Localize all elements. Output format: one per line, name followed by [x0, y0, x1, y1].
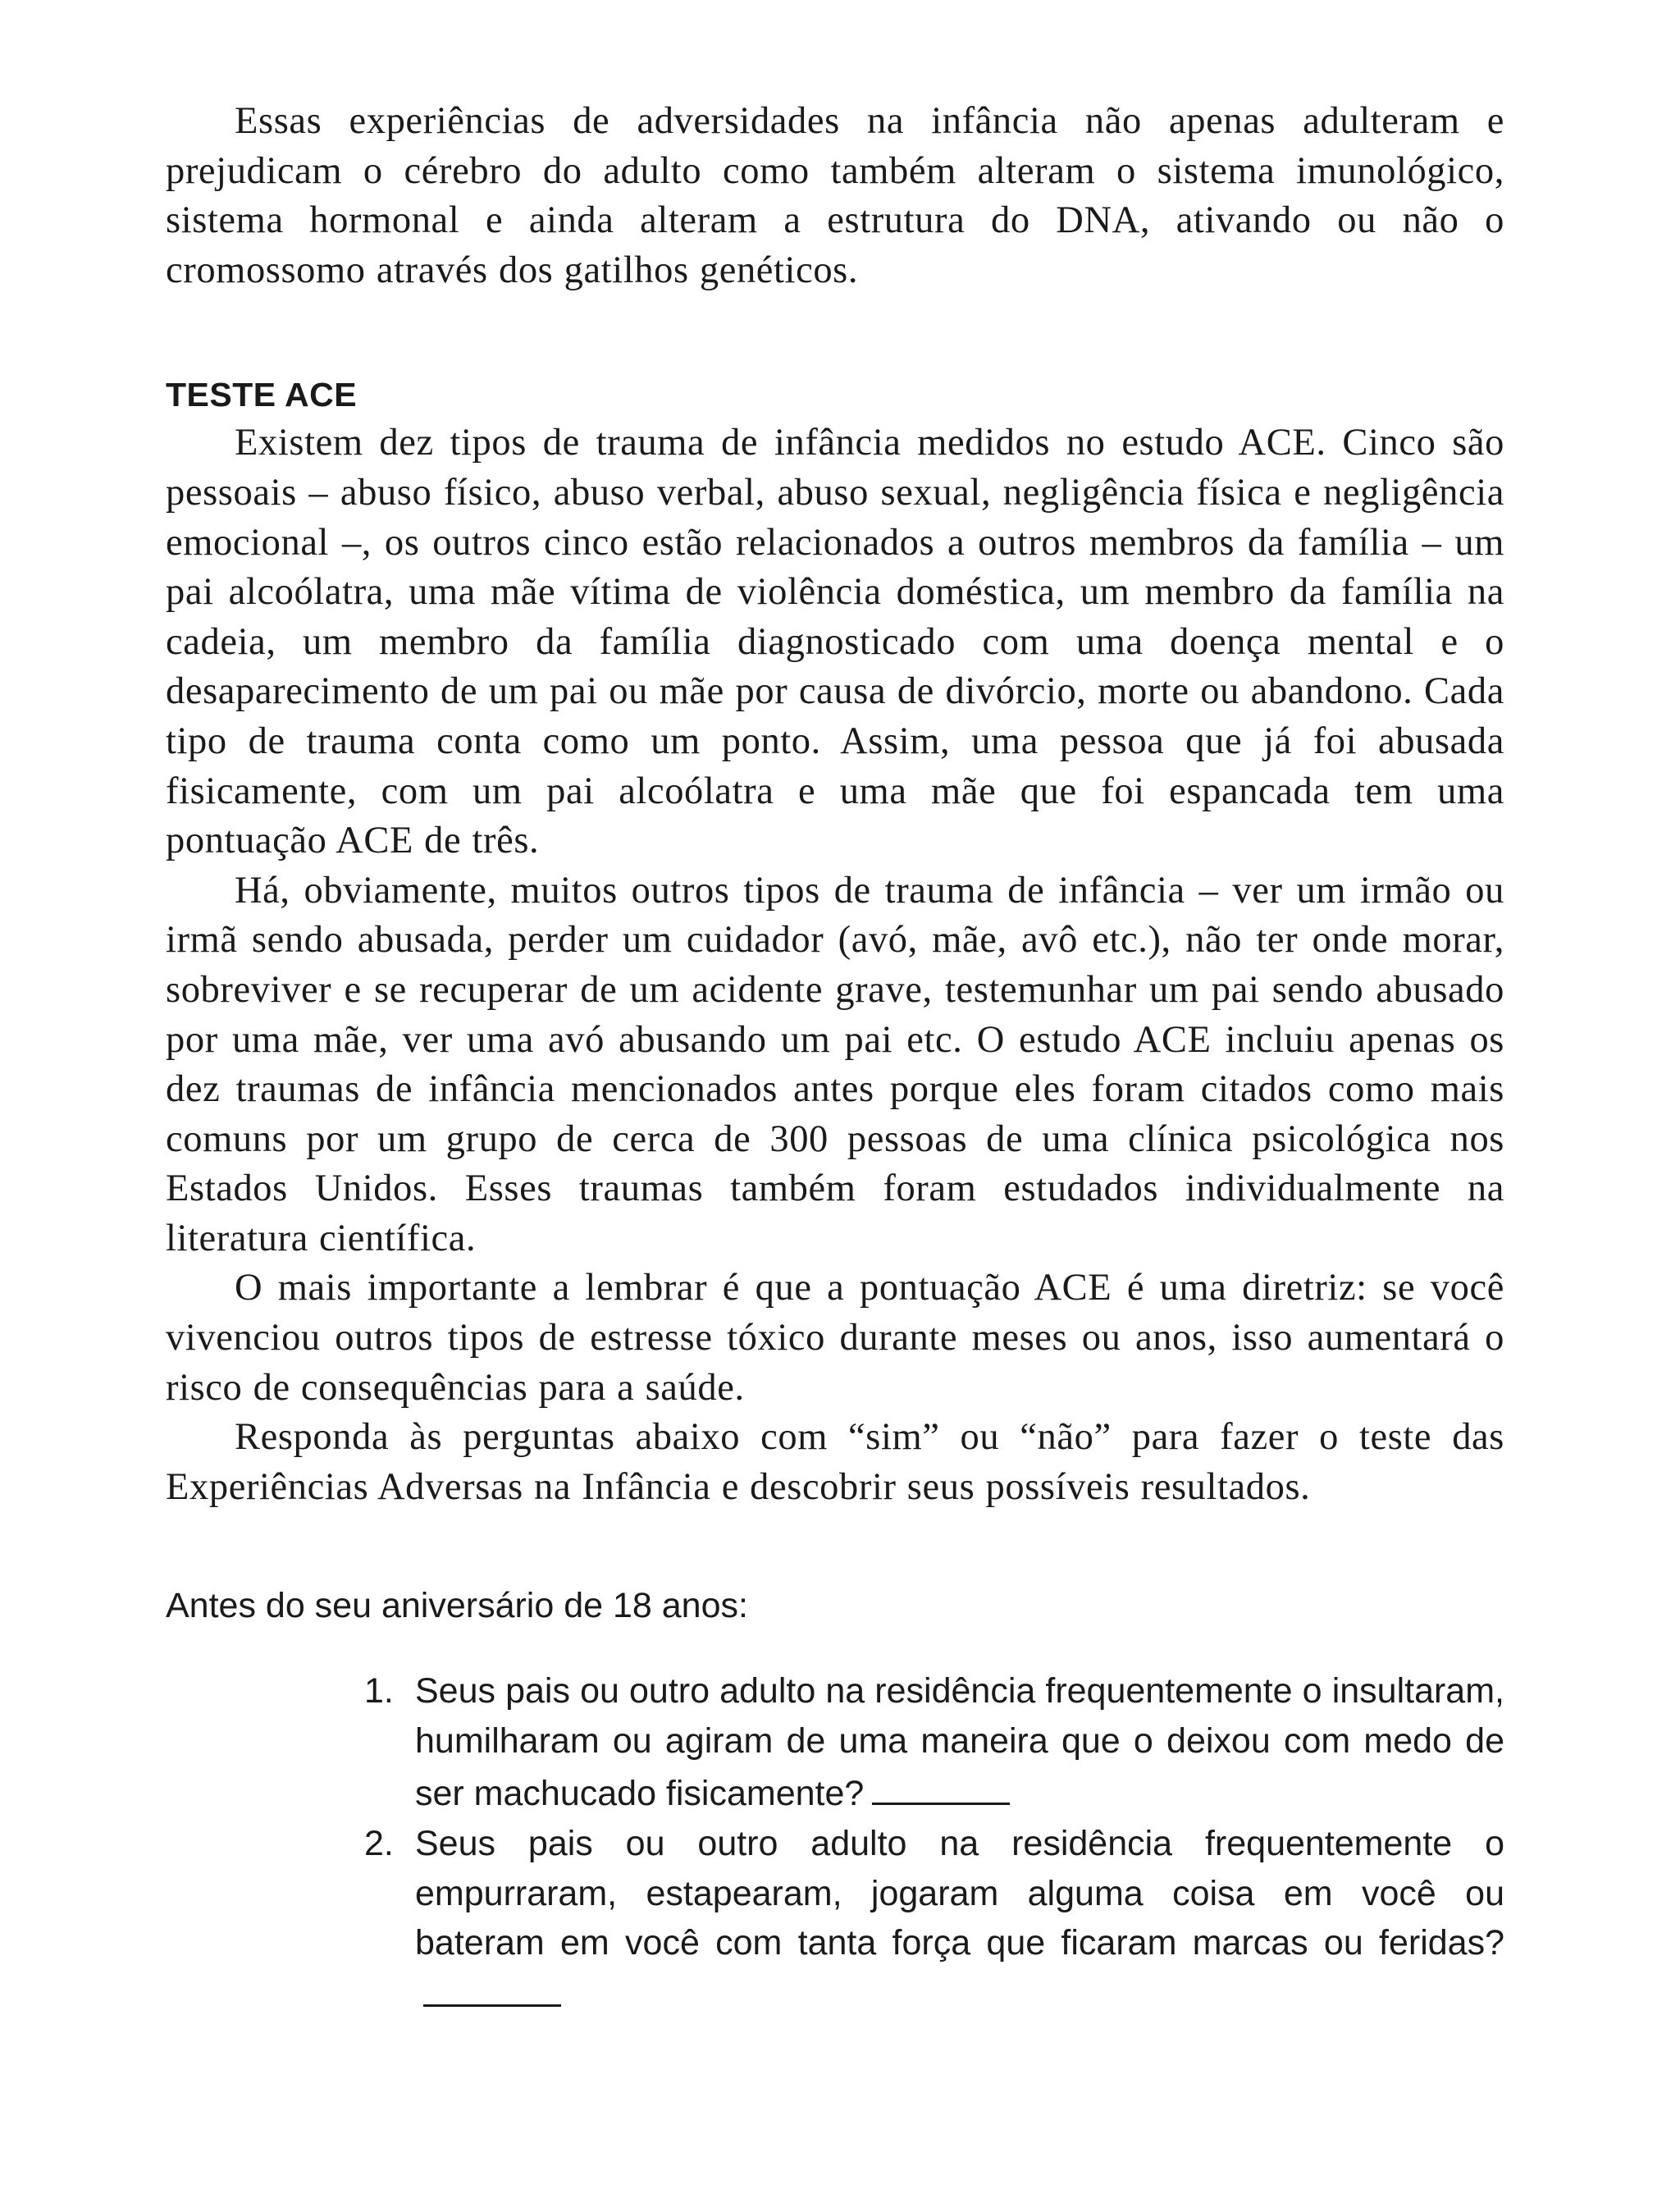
- question-number: 1.: [364, 1671, 394, 1711]
- paragraph-other-traumas: Há, obviamente, muitos outros tipos de trauma de infância – ver um irmão ou irmã sendo abusada, perder um cuidador (avó, mãe, avô etc.), não ter onde morar, sobreviver e se recuperar de um acidente grave, testemunhar um pai sendo abusado por uma mãe, ver uma avó abusando um pai etc. O estudo ACE incluiu apenas os dez traumas de infância mencionados antes porque eles foram citados como mais comuns por um grupo de cerca de 300 pessoas de uma clínica psicológica nos Estados Unidos. Esses traumas também foram estudados individualmente na literatura científica.: [166, 869, 1504, 1259]
- paragraph-ace-types: Existem dez tipos de trauma de infância medidos no estudo ACE. Cinco são pessoais – abuso físico, abuso verbal, abuso sexual, negligência física e negligência emocional –, os outros cinco estão relacionados a outros membros da família – um pai alcoólatra, uma mãe vítima de violência doméstica, um membro da família na cadeia, um membro da família diagnosticado com uma doença mental e o desaparecimento de um pai ou mãe por causa de divórcio, morte ou abandono. Cada tipo de trauma conta como um ponto. Assim, uma pessoa que já foi abusada fisicamente, com um pai alcoólatra e uma mãe que foi espancada tem uma pontuação ACE de três.: [166, 422, 1504, 862]
- question-text: Seus pais ou outro adulto na residência frequentemente o insultaram, humilharam ou agiram de uma maneira que o deixou com medo de ser machucado fisicamente?: [415, 1671, 1504, 1814]
- answer-blank[interactable]: [423, 1968, 561, 2007]
- document-page: [166, 97, 1504, 2021]
- paragraph-guideline: O mais importante a lembrar é que a pontuação ACE é uma diretriz: se você vivenciou outros tipos de estresse tóxico durante meses ou anos, isso aumentará o risco de consequências para a saúde.: [166, 1267, 1504, 1409]
- questionnaire-intro: Antes do seu aniversário de 18 anos:: [166, 1586, 748, 1626]
- question-list: [166, 1666, 1504, 2021]
- section-body: [166, 418, 1504, 1512]
- body-text-top: [166, 97, 1504, 295]
- question-text: Seus pais ou outro adulto na residência frequentemente o empurraram, estapearam, jogaram alguma coisa em você ou bateram em você com tanta força que ficaram marcas ou feridas?: [415, 1823, 1504, 1963]
- question-item: [364, 1666, 1504, 1818]
- paragraph-instructions: Responda às perguntas abaixo com “sim” ou “não” para fazer o teste das Experiências Adversas na Infância e descobrir seus possíveis resultados.: [166, 1416, 1504, 1508]
- answer-blank[interactable]: [872, 1766, 1010, 1805]
- question-item: [364, 1819, 1504, 2021]
- paragraph-dna: Essas experiências de adversidades na infância não apenas adulteram e prejudicam o cérebro do adulto como também alteram o sistema imunológico, sistema hormonal e ainda alteram a estrutura do DNA, ativando ou não o cromossomo através dos gatilhos genéticos.: [166, 100, 1504, 291]
- section-heading: TESTE ACE: [166, 376, 358, 414]
- question-number: 2.: [364, 1823, 394, 1863]
